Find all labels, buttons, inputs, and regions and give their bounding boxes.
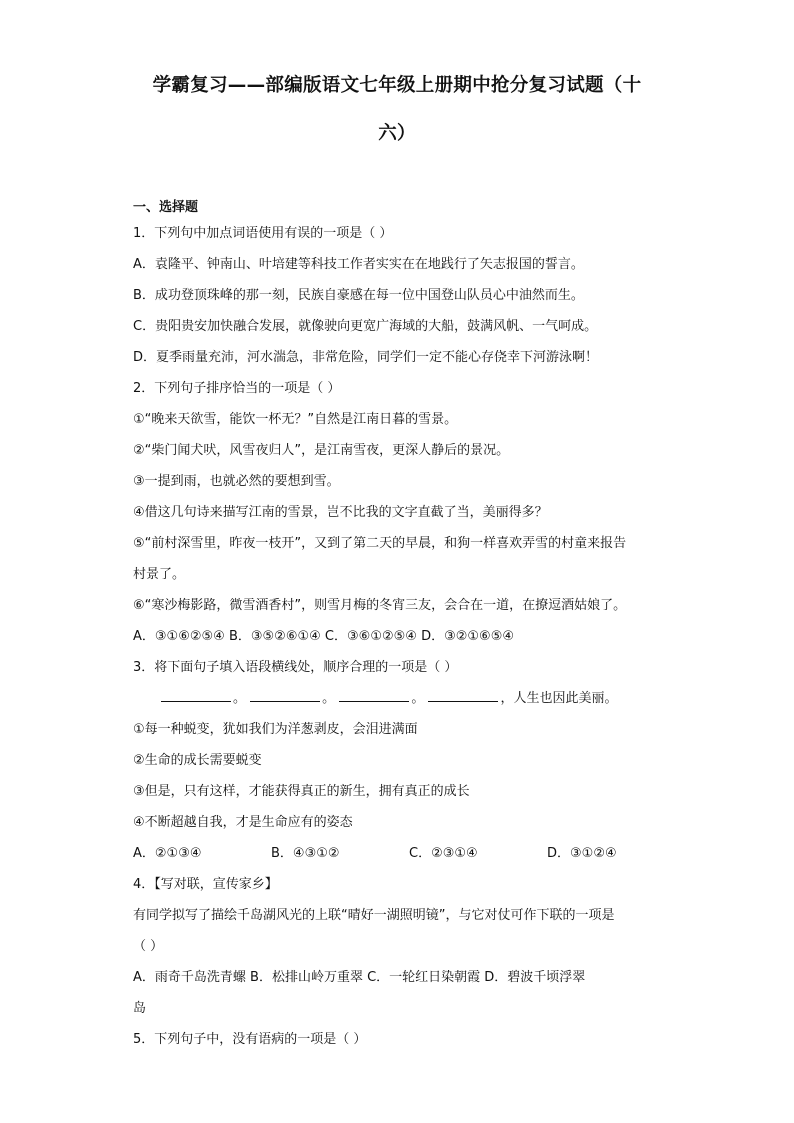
- question-3-sentence-1: ①每一种蜕变，犹如我们为洋葱剥皮，会泪进满面: [133, 722, 418, 737]
- question-2: [133, 373, 661, 652]
- question-3-sentence-2: ②生命的成长需要蜕变: [133, 753, 262, 768]
- question-3-stem: 3．将下面句子填入语段横线处，顺序合理的一项是（ ）: [133, 660, 458, 675]
- blank-3: [339, 687, 409, 702]
- question-1-option-c: C．贵阳贵安加快融合发展，就像驶向更宽广海域的大船，鼓满风帆、一气呵成。: [133, 319, 598, 334]
- page-title: [133, 0, 661, 158]
- question-4-options: A．雨奇千岛洗青螺 B．松排山岭万重翠 C．一轮红日染朝霞 D．碧波千顷浮翠: [133, 970, 586, 985]
- question-2-sentence-1: ①“晚来天欲雪，能饮一杯无？”自然是江南日暮的雪景。: [133, 412, 458, 427]
- question-1-option-b: B．成功登顶珠峰的那一刻，民族自豪感在每一位中国登山队员心中油然而生。: [133, 288, 584, 303]
- question-1-option-a: A．袁隆平、钟南山、叶培建等科技工作者实实在在地践行了矢志报国的誓言。: [133, 257, 584, 272]
- question-1-stem: 1．下列句中加点词语使用有误的一项是（ ）: [133, 226, 393, 241]
- title-line-2: 六）: [378, 123, 416, 144]
- blank-sep-2: 。: [322, 691, 336, 706]
- title-line-1: 学霸复习——部编版语文七年级上册期中抢分复习试题（十: [152, 75, 642, 96]
- question-3: [133, 652, 661, 869]
- blank-sep-1: 。: [233, 691, 247, 706]
- blank-4: [428, 687, 498, 702]
- question-3-option-d: D．③①②④: [547, 846, 617, 861]
- question-2-sentence-3: ③一提到雨，也就必然的要想到雪。: [133, 474, 340, 489]
- question-2-options: A．③①⑥②⑤④ B．③⑤②⑥①④ C．③⑥①②⑤④ D．③②①⑥⑤④: [133, 629, 514, 644]
- question-2-sentence-4: ④借这几句诗来描写江南的雪景，岂不比我的文字直截了当，美丽得多？: [133, 505, 548, 520]
- blank-sep-3: 。: [411, 691, 425, 706]
- question-4-stem: 4．【写对联，宣传家乡】: [133, 877, 278, 892]
- question-3-sentence-3: ③但是，只有这样，才能获得真正的新生，拥有真正的成长: [133, 784, 470, 799]
- section-heading: 一、选择题: [133, 200, 199, 215]
- question-1-option-d: D．夏季雨量充沛，河水湍急，非常危险，同学们一定不能心存侥幸下河游泳啊！: [133, 350, 599, 365]
- question-4-body-2: （ ）: [133, 939, 164, 954]
- question-3-sentence-4: ④不断超越自我，才是生命应有的姿态: [133, 815, 353, 830]
- blank-1: [161, 687, 231, 702]
- blank-2: [250, 687, 320, 702]
- question-2-sentence-6: ⑥“寒沙梅影路，微雪酒香村”，则雪月梅的冬宵三友，会合在一道，在撩逗酒姑娘了。: [133, 598, 627, 613]
- question-4: [133, 869, 661, 1024]
- question-5-stem: 5．下列句子中，没有语病的一项是（ ）: [133, 1032, 367, 1047]
- question-2-sentence-2: ②“柴门闻犬吠，风雪夜归人”，是江南雪夜，更深人静后的景况。: [133, 443, 510, 458]
- question-3-fill-line: [133, 683, 661, 714]
- question-4-body-1: 有同学拟写了描绘千岛湖风光的上联“晴好一湖照明镜”，与它对仗可作下联的一项是: [133, 908, 615, 923]
- question-3-option-c: C．②③①④: [409, 846, 478, 861]
- question-2-sentence-5a: ⑤“前村深雪里，昨夜一枝开”，又到了第二天的早晨，和狗一样喜欢弄雪的村童来报告: [133, 536, 627, 551]
- question-2-sentence-5b: 村景了。: [133, 567, 186, 582]
- question-1: [133, 218, 661, 373]
- question-5: [133, 1024, 661, 1055]
- question-3-option-a: A．②①③④: [133, 846, 202, 861]
- question-2-stem: 2．下列句子排序恰当的一项是（ ）: [133, 381, 341, 396]
- fill-end-text: ，人生也因此美丽。: [500, 691, 618, 706]
- question-4-options-wrap: 岛: [133, 1001, 147, 1016]
- question-3-options: [133, 838, 661, 869]
- question-3-option-b: B．④③①②: [271, 846, 340, 861]
